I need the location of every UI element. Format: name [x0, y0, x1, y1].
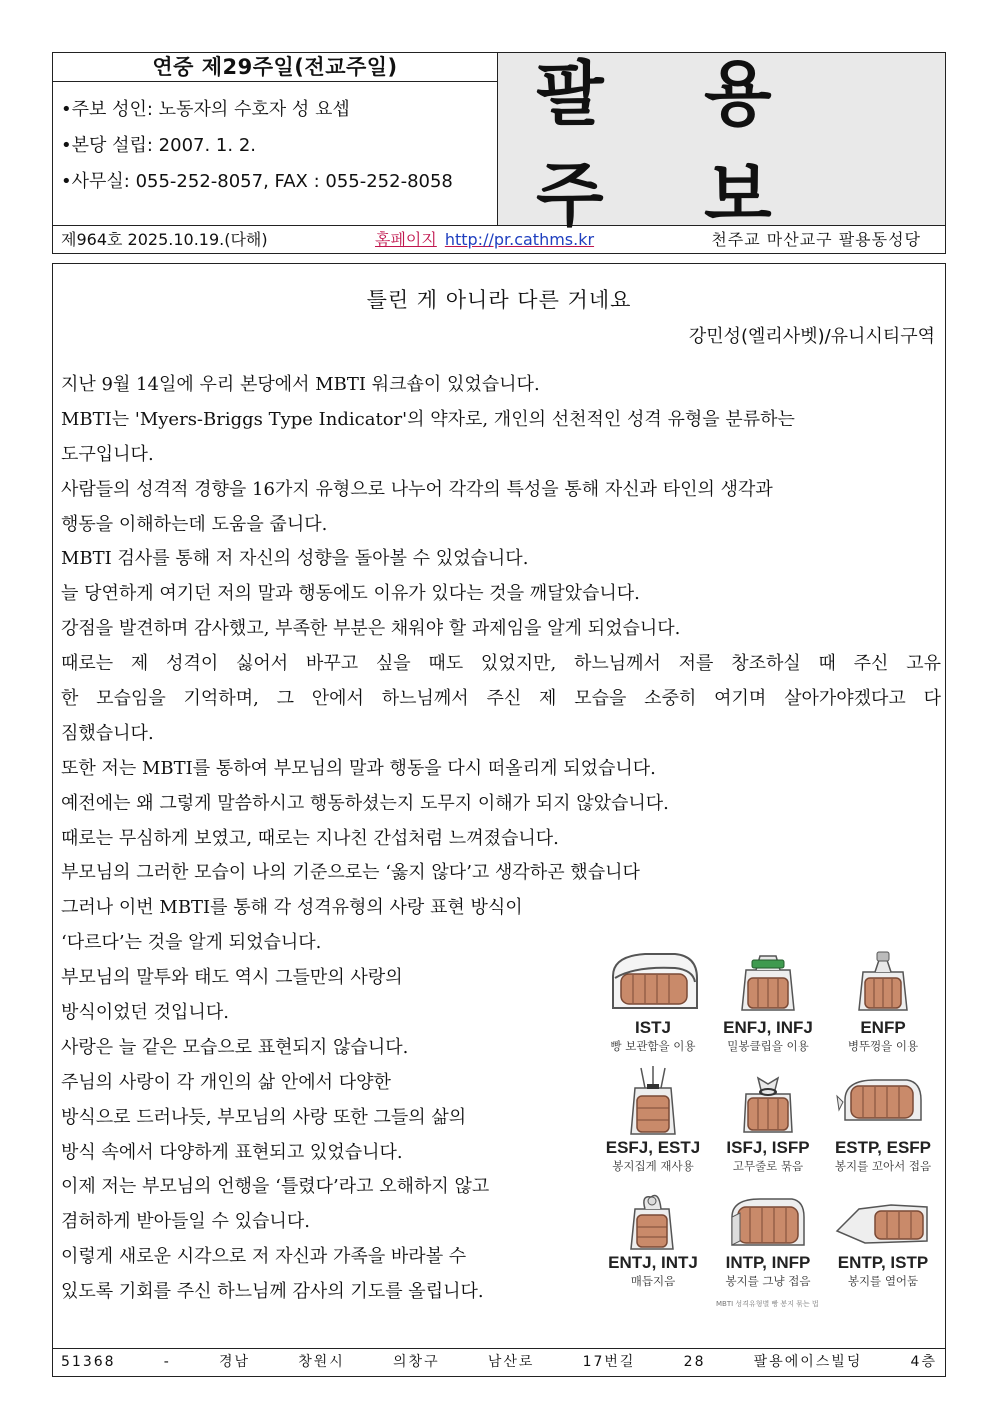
mbti-item	[596, 1187, 710, 1289]
mbti-type: ENFJ, INFJ	[723, 1018, 813, 1037]
church-name: 천주교 마산교구 팔용동성당	[711, 230, 921, 249]
masthead-info	[53, 53, 498, 225]
homepage-link[interactable]	[375, 226, 594, 253]
body-line: 이제 저는 부모님의 언행을 ‘틀렸다’라고 오해하지 않고	[61, 1176, 490, 1198]
mbti-desc: 봉지를 꼬아서 접음	[834, 1159, 932, 1173]
body-line: 사람들의 성격적 경향을 16가지 유형으로 나누어 각각의 특성을 통해 자신과 타인의 생각과	[61, 478, 773, 500]
body-line: 강점을 발견하며 감사했고, 부족한 부분은 채워야 할 과제임을 알게 되었습니다.	[61, 618, 681, 640]
article-author: 강민성(엘리사벳)/유니시티구역	[688, 326, 935, 347]
office-contact: •사무실: 055-252-8057, FAX : 055-252-8058	[61, 171, 453, 192]
folded-bag-icon	[720, 1187, 816, 1251]
mbti-type: ESFJ, ESTJ	[605, 1138, 701, 1157]
mbti-item	[711, 1187, 825, 1289]
body-line: 방식으로 드러나듯, 부모님의 사랑 또한 그들의 삶의	[61, 1106, 467, 1128]
mbti-desc: 고무줄로 묶음	[732, 1159, 804, 1173]
body-line: 그러나 이번 MBTI를 통해 각 성격유형의 사랑 표현 방식이	[61, 897, 523, 919]
body-line: 짐했습니다.	[61, 722, 154, 744]
rubber-band-bag-icon	[720, 1062, 816, 1136]
parish-info	[53, 82, 497, 200]
bottle-cap-bag-icon	[835, 948, 931, 1016]
mbti-desc: 병뚜껑을 이용	[847, 1039, 919, 1053]
mbti-type: ENTJ, INTJ	[608, 1253, 698, 1272]
article-title: 틀린 게 아니라 다른 거네요	[366, 288, 632, 312]
mbti-type: ENTP, ISTP	[837, 1253, 929, 1272]
body-line: 지난 9월 14일에 우리 본당에서 MBTI 워크숍이 있었습니다.	[61, 374, 540, 395]
mbti-type: ISTJ	[635, 1018, 671, 1037]
body-line: 한 모습임을 기억하며, 그 안에서 하느님께서 주신 제 모습을 소중히 여기며 살아가야겠다고 다	[61, 688, 941, 710]
mbti-desc: 밀봉클립을 이용	[727, 1039, 809, 1053]
twisted-bag-icon	[835, 1062, 931, 1136]
illustration-caption: MBTI 성격유형별 빵 봉지 묶는 법	[716, 1300, 819, 1308]
masthead	[52, 52, 946, 236]
mbti-item	[826, 1062, 940, 1174]
open-bag-icon	[835, 1187, 931, 1251]
homepage-label: 홈페이지	[375, 230, 437, 249]
body-line: MBTI는 'Myers-Briggs Type Indicator'의 약자로, 개인의 선천적인 성격 유형을 분류하는	[61, 408, 795, 430]
liturgical-week: 연중 제29주일(전교주일)	[53, 53, 497, 82]
body-line: 부모님의 말투와 태도 역시 그들만의 사랑의	[61, 967, 403, 989]
body-line: 주님의 사랑이 각 개인의 삶 안에서 다양한	[61, 1071, 391, 1093]
body-line: 늘 당연하게 여기던 저의 말과 행동에도 이유가 있다는 것을 깨달았습니다.	[61, 583, 640, 605]
mbti-type: ENFP	[860, 1018, 906, 1037]
mbti-bread-illustration	[596, 942, 940, 1320]
mbti-type: ISFJ, ISFP	[726, 1138, 810, 1157]
mbti-item	[711, 1062, 825, 1174]
body-line: 예전에는 왜 그렇게 말씀하시고 행동하셨는지 도무지 이해가 되지 않았습니다.	[61, 792, 669, 814]
mbti-item	[596, 1062, 710, 1174]
knotted-bag-icon	[605, 1187, 701, 1251]
body-line: 때로는 제 성격이 싫어서 바꾸고 싶을 때도 있었지만, 하느님께서 저를 창조하실 때 주신 고유	[61, 653, 941, 675]
homepage-url[interactable]: http://pr.cathms.kr	[444, 230, 595, 249]
mbti-desc: 매듭지음	[630, 1274, 676, 1288]
body-line: 이렇게 새로운 시각으로 저 자신과 가족을 바라볼 수	[61, 1246, 467, 1268]
founding-date: •본당 설립: 2007. 1. 2.	[61, 135, 256, 156]
body-line: 행동을 이해하는데 도움을 줍니다.	[61, 513, 328, 535]
mbti-type: ESTP, ESFP	[834, 1138, 932, 1157]
mbti-desc: 봉지를 그냥 접음	[725, 1274, 811, 1288]
mbti-desc: 봉지집게 재사용	[612, 1159, 694, 1173]
body-line: 겸허하게 받아들일 수 있습니다.	[61, 1211, 310, 1233]
bag-clip-icon	[720, 948, 816, 1016]
issue-bar	[52, 226, 946, 254]
bread-box-icon	[605, 948, 701, 1016]
footer-address: 51368 - 경남 창원시 의창구 남산로 17번길 28 팔용에이스빌딩 4층	[52, 1349, 946, 1377]
body-line: 있도록 기회를 주신 하느님께 감사의 기도를 올립니다.	[61, 1281, 484, 1303]
mbti-item	[711, 948, 825, 1054]
mbti-item	[826, 948, 940, 1054]
mbti-desc: 봉지를 열어둠	[847, 1274, 919, 1288]
mbti-type: INTP, INFP	[725, 1253, 811, 1272]
body-line: 사랑은 늘 같은 모습으로 표현되지 않습니다.	[61, 1036, 409, 1058]
body-line: 부모님의 그러한 모습이 나의 기준으로는 ‘옳지 않다’고 생각하곤 했습니다	[61, 862, 640, 884]
mbti-item	[596, 948, 710, 1054]
masthead-title-box	[498, 52, 945, 236]
issue-number-date: 제964호 2025.10.19.(다해)	[61, 230, 268, 249]
body-line: MBTI 검사를 통해 저 자신의 성향을 돌아볼 수 있었습니다.	[61, 548, 529, 570]
mbti-item	[826, 1187, 940, 1289]
patron-saint: •주보 성인: 노동자의 수호자 성 요셉	[61, 99, 350, 120]
mbti-desc: 빵 보관함을 이용	[610, 1039, 696, 1053]
body-line: 도구입니다.	[61, 443, 154, 465]
body-line: ‘다르다’는 것을 알게 되었습니다.	[61, 932, 322, 954]
bulletin-title: 팔 용 주 보	[536, 52, 810, 236]
bag-tie-icon	[605, 1062, 701, 1136]
body-line: 방식 속에서 다양하게 표현되고 있었습니다.	[61, 1141, 403, 1163]
body-line: 때로는 무심하게 보였고, 때로는 지나친 간섭처럼 느껴졌습니다.	[61, 827, 559, 849]
body-line: 또한 저는 MBTI를 통하여 부모님의 말과 행동을 다시 떠올리게 되었습니다.	[61, 757, 656, 779]
body-line: 방식이었던 것입니다.	[61, 1002, 229, 1024]
